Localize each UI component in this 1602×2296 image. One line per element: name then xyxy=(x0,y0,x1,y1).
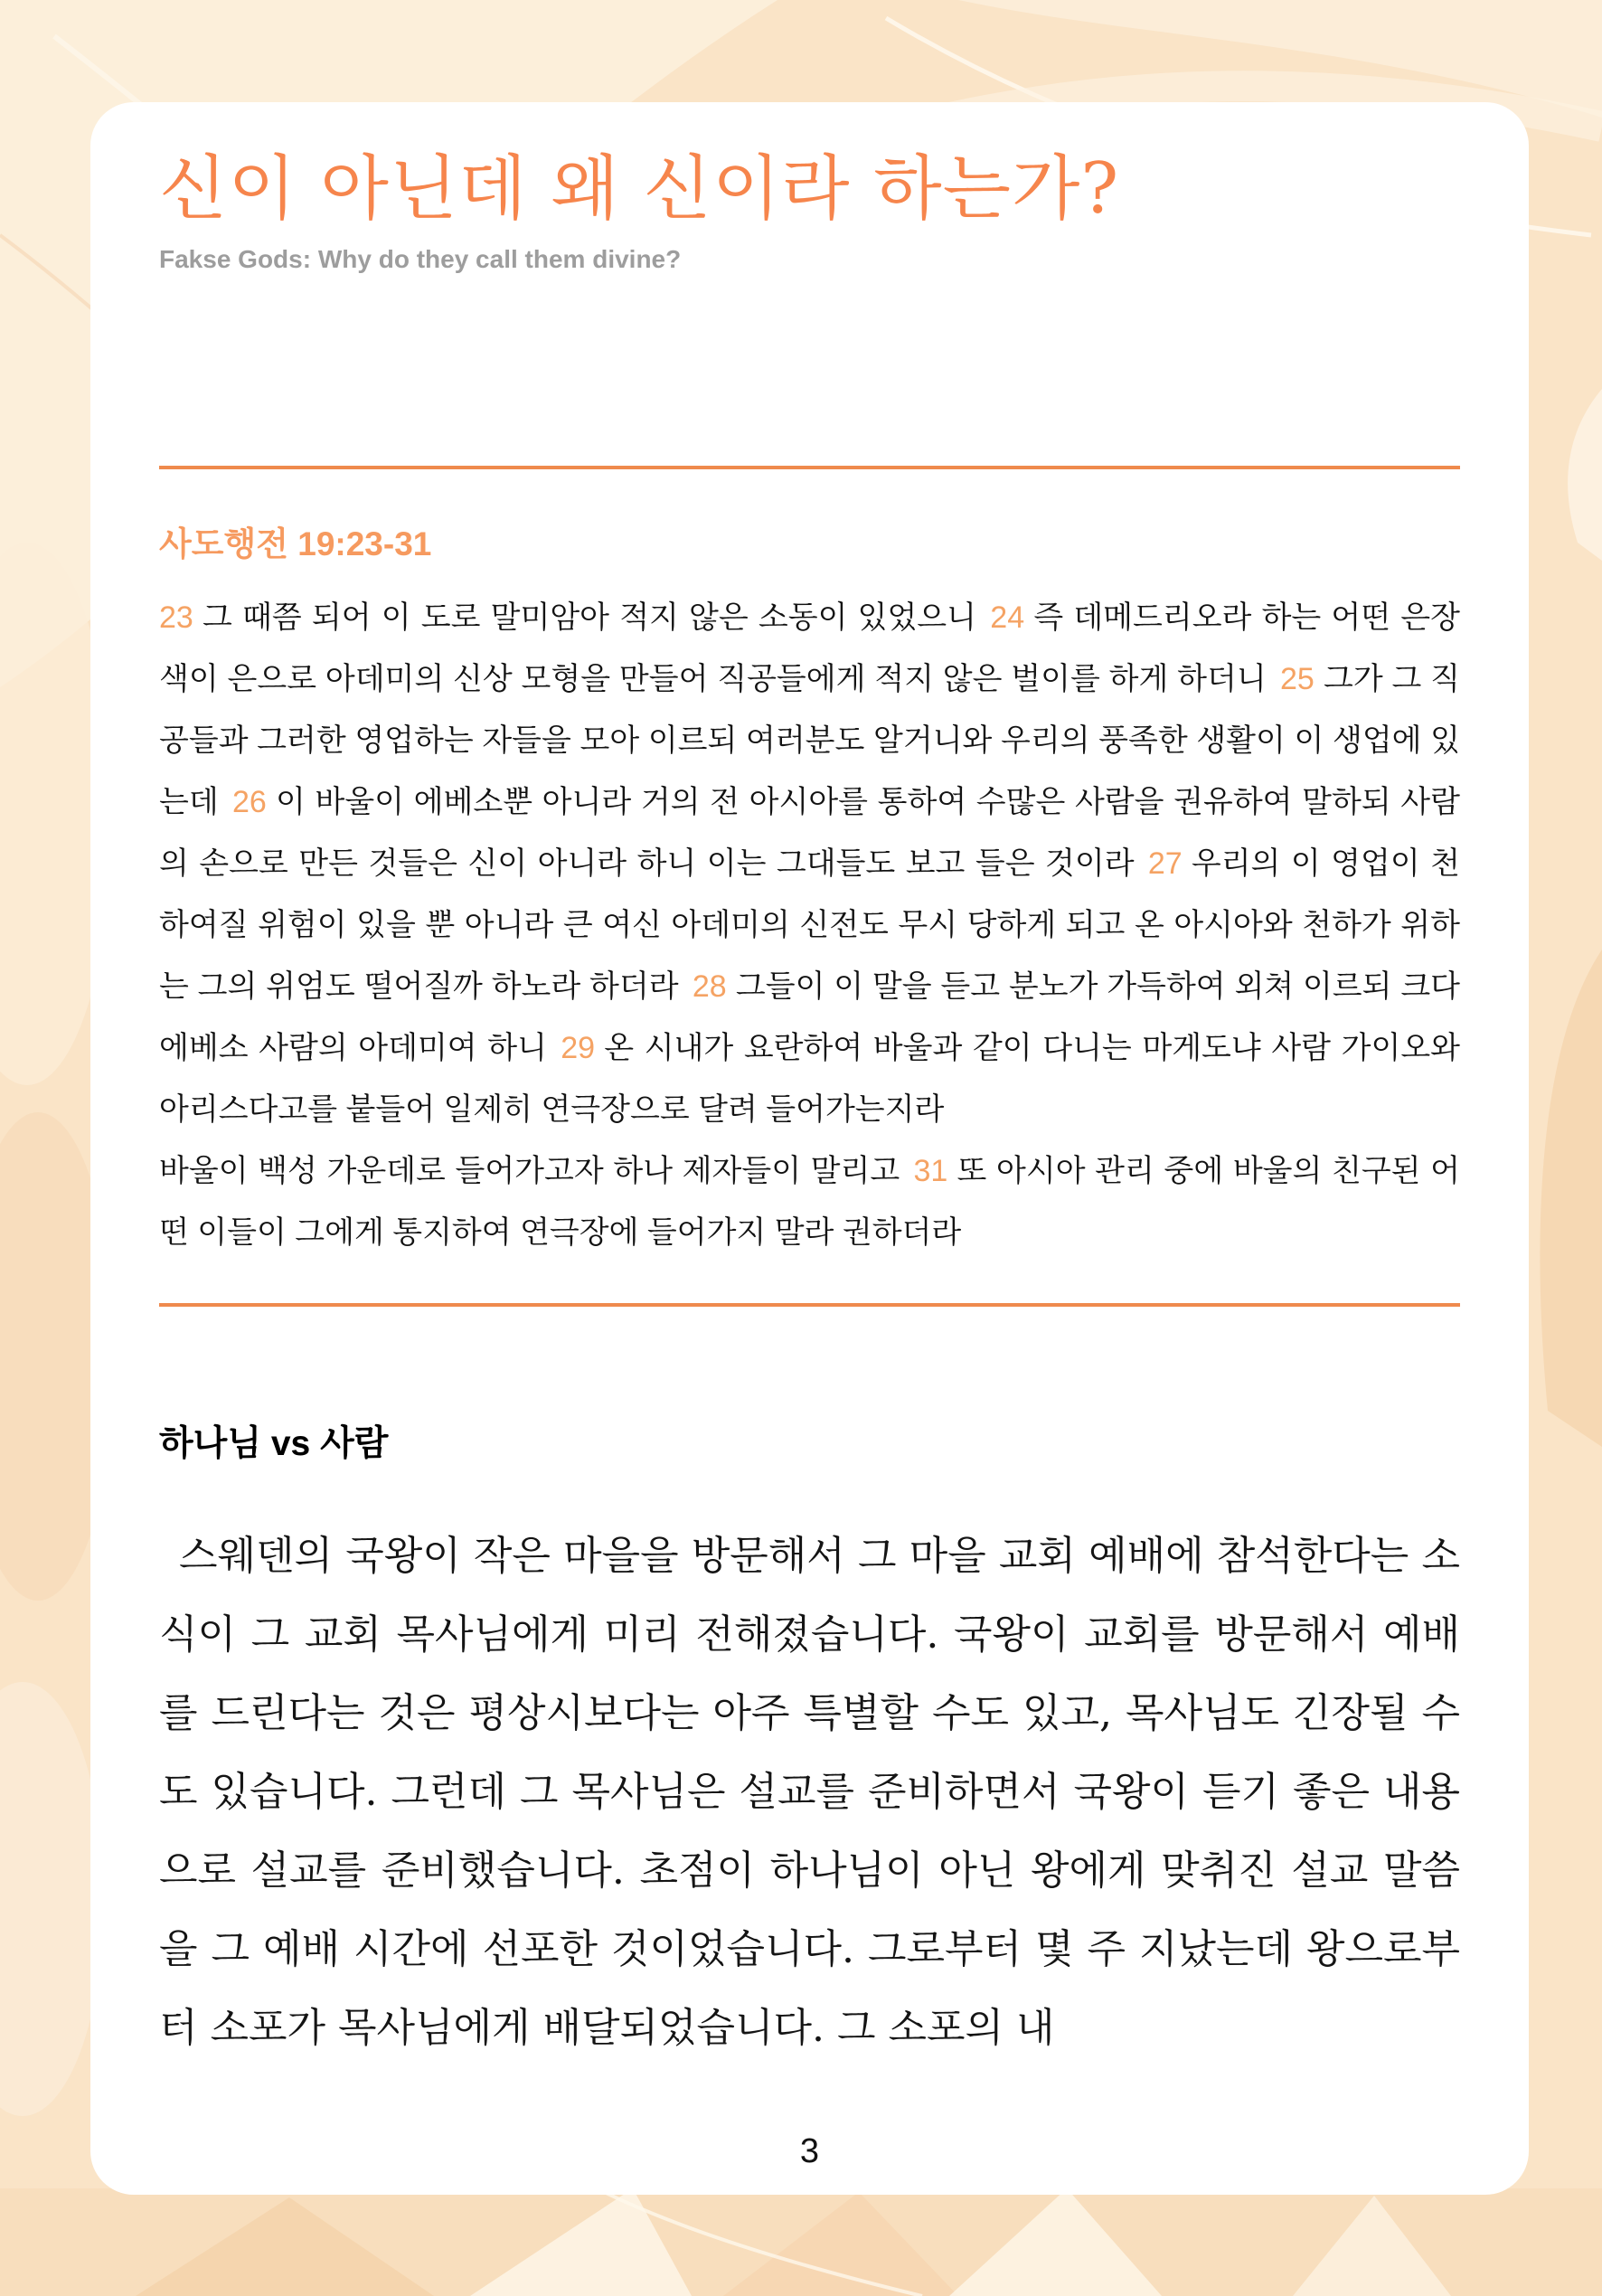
content-card xyxy=(90,102,1529,2195)
story-heading: 하나님 vs 사람 xyxy=(159,1423,389,1463)
verse-number: 26 xyxy=(232,784,267,819)
verse-number: 24 xyxy=(990,600,1025,635)
page-subtitle: Fakse Gods: Why do they call them divine? xyxy=(159,244,682,273)
verse-number: 23 xyxy=(159,600,193,635)
page-number: 3 xyxy=(799,2132,820,2170)
verse-number: 28 xyxy=(692,968,727,1004)
section-divider-bottom xyxy=(159,1303,1460,1307)
verse-text: 온 시내가 요란하여 바울과 같이 다니는 마게도냐 사람 가이오와 아리스다고를 붙들어 일제히 연극장으로 달려 들어가는지라 xyxy=(159,1030,1461,1127)
verse-text: 그가 그 직공들과 그러한 영업하는 자들을 모아 이르되 여러분도 알거니와 우리의 풍족한 생활이 이 생업에 있는데 xyxy=(159,661,1460,819)
verse-number: 25 xyxy=(1279,661,1315,696)
scripture-reference: 사도행전 19:23-31 xyxy=(159,524,432,562)
verse-text: 그 때쯤 되어 이 도로 말미암아 적지 않은 소동이 있었으니 xyxy=(203,600,976,635)
verse-text: 즉 데메드리오라 하는 어떤 은장색이 은으로 아데미의 신상 모형을 만들어 직공들에게 적지 않은 벌이를 하게 하더니 xyxy=(159,600,1460,696)
verse-text: 이 바울이 에베소뿐 아니라 거의 전 아시아를 통하여 수많은 사람을 권유하여 말하되 사람의 손으로 만든 것들은 신이 아니라 하니 이는 그대들도 보고 들은 것이라 xyxy=(159,784,1460,881)
verse-text: 그들이 이 말을 듣고 분노가 가득하여 외쳐 이르되 크다 에베소 사람의 아데미여 하니 xyxy=(159,968,1461,1065)
verse-text: 바울이 백성 가운데로 들어가고자 하나 제자들이 말리고 xyxy=(159,1153,900,1188)
verse-number: 31 xyxy=(913,1153,948,1188)
verse-text: 우리의 이 영업이 천하여질 위험이 있을 뿐 아니라 큰 여신 아데미의 신전도 무시 당하게 되고 온 아시아와 천하가 위하는 그의 위엄도 떨어질까 하노라 하더라 xyxy=(159,846,1460,1004)
verse-number: 29 xyxy=(561,1030,596,1065)
section-divider-top xyxy=(159,466,1460,469)
verse-number: 27 xyxy=(1147,846,1183,881)
story-paragraph: 스웨덴의 국왕이 작은 마을을 방문해서 그 마을 교회 예배에 참석한다는 소식이 그 교회 목사님에게 미리 전해졌습니다. 국왕이 교회를 방문해서 예배를 드린다는 것은 평상시보다는 아주 특별할 수도 있고, 목사님도 긴장될 수도 있습니다. 그런데 그 목사님은 설교를 준비하면서 국왕이 듣기 좋은 내용으로 설교를 준비했습니다. 초점이 하나님이 아닌 왕에게 맞취진 설교 말씀을 그 예배 시간에 선포한 것이었습니다. 그로부터 몇 주 지났는데 왕으로부터 소포가 목사님에게 배달되었습니다. 그 소포의 내 xyxy=(159,1532,1460,2051)
verse-text: 또 아시아 관리 중에 바울의 친구된 어떤 이들이 그에게 통지하여 연극장에 들어가지 말라 권하더라 xyxy=(159,1153,1460,1250)
page-title: 신이 아닌데 왜 신이라 하는가? xyxy=(159,148,1120,230)
scripture-passage xyxy=(159,587,1460,1263)
